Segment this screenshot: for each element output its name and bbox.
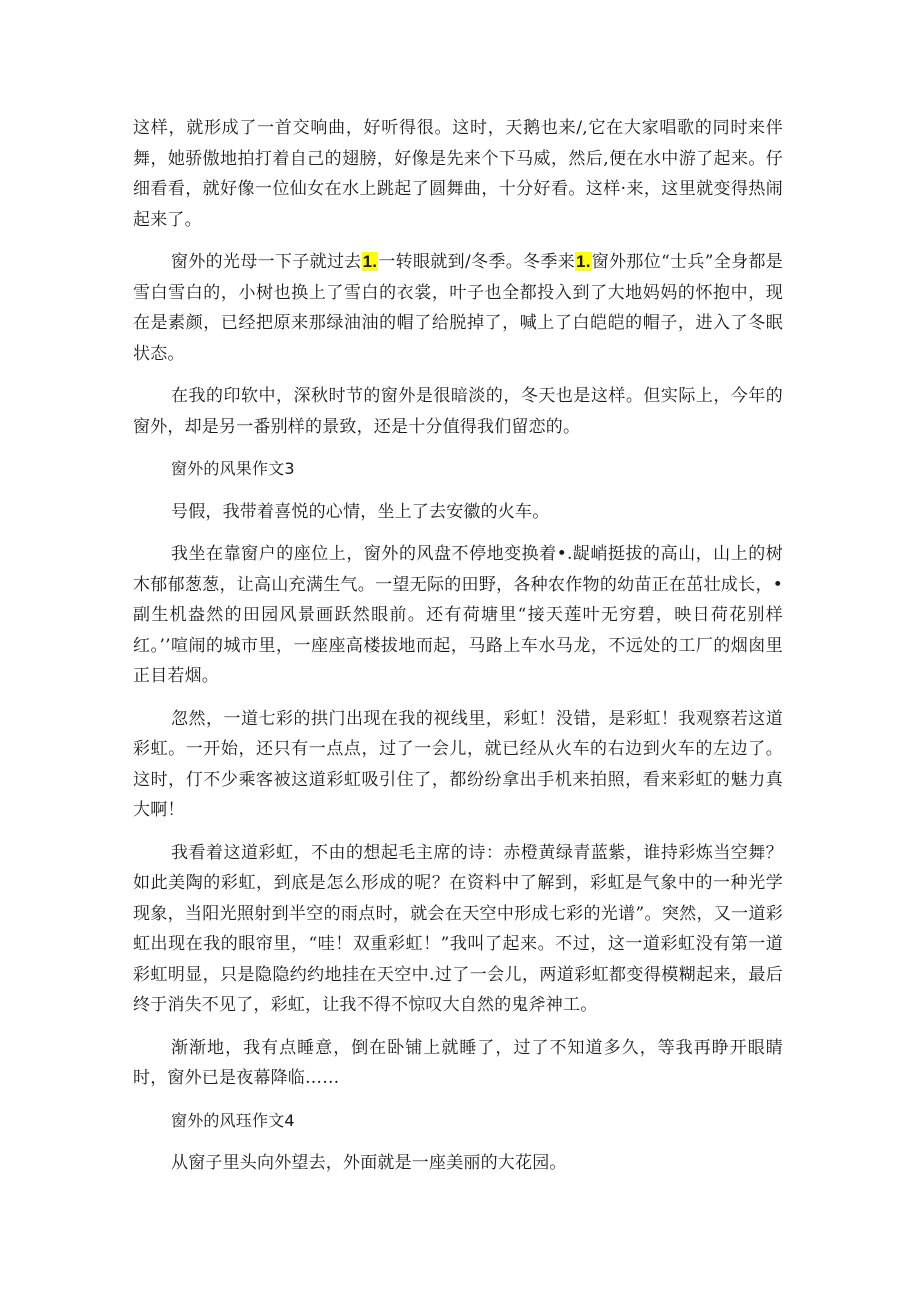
paragraph-1: 这样，就形成了一首交响曲，好听得很。这时，天鹅也来/,它在大家唱歌的同时来伴舞，她骄傲地拍打着自己的翅膀，好像是先来个下马威，然后,便在水中游了起来。仔细看看，就好像一位仙女在水上跳起了圆舞曲，十分好看。这样·来，这里就变得热闹起来了。 [133,118,783,230]
paragraph-2-part-b: 一转眼就到/冬季。冬季来 [378,252,576,272]
paragraph-4: 号假，我带着喜悦的心情，坐上了去安徽的火车。 [171,501,550,522]
paragraph-5: 我坐在靠窗户的座位上，窗外的风盘不停地变换着•.龊峭挺拔的高山，山上的树木郁郁葱葱，让高山充满生气。一望无际的田野，各种农作物的幼苗正在茁壮成长，•副生机盎然的田园风景画跃然眼前。还有荷塘里“接天莲叶无穷碧，映日荷花别样红。’’喧闹的城市里，一座座高楼拔地而起，马路上车水马龙，不远处的工厂的烟囱里正目若烟。 [133,544,783,686]
section-heading-3: 窗外的风果作文3 [171,459,295,478]
section-heading-4: 窗外的风珏作文4 [171,1110,295,1130]
highlight-mark-2: 1. [576,252,591,271]
document-body [133,113,783,1191]
paragraph-8: 渐渐地，我有点睡意，倒在卧铺上就睡了，过了不知道多久，等我再睁开眼睛时，窗外已是夜幕降临…… [133,1037,783,1088]
paragraph-3: 在我的印软中，深秋时节的窗外是很暗淡的，冬天也是这样。但实际上，今年的窗外，却是另一番别样的景致，还是十分值得我们留恋的。 [133,386,783,437]
paragraph-6: 忽然，一道七彩的拱门出现在我的视线里，彩虹！没错，是彩虹！我观察若这道彩虹。一开始，还只有一点点，过了一会儿，就已经从火车的右边到火车的左边了。这时，仃不少乘客被这道彩虹吸引住了，都纷纷拿出手机来拍照，看来彩虹的魅力真大啊！ [133,708,783,820]
paragraph-9: 从窗子里头向外望去，外面就是一座美丽的大花园。 [171,1153,567,1173]
paragraph-2 [133,247,783,369]
paragraph-7: 我看着这道彩虹，不由的想起毛主席的诗：赤橙黄绿青蓝紫，谁持彩炼当空舞？如此美陶的彩虹，到底是怎么形成的呢？在资料中了解到，彩虹是气象中的一种光学现象，当阳光照射到半空的雨点时，就会在天空中形成七彩的光谱”。突然，又一道彩虹出现在我的眼帘里，“哇！双重彩虹！”我叫了起来。不过，这一道彩虹没有第一道彩虹明显，只是隐隐约约地挂在天空中.过了一会儿，两道彩虹都变得模糊起来，最后终于消失不见了，彩虹，让我不得不惊叹大自然的鬼斧神工。 [133,842,783,1015]
highlight-mark-1: 1. [362,252,378,271]
paragraph-2-part-c: 窗外那位“士兵”全身都是雪白雪白的，小树也换上了雪白的衣裳，叶子也全都投入到了大地妈妈的怀抱中，现在是素颜，已经把原来那绿油油的帽了给脱掉了，喊上了白皑皑的帽子，进入了冬眠状态。 [133,252,783,364]
paragraph-2-part-a: 窗外的光母一下子就过去 [171,252,362,272]
